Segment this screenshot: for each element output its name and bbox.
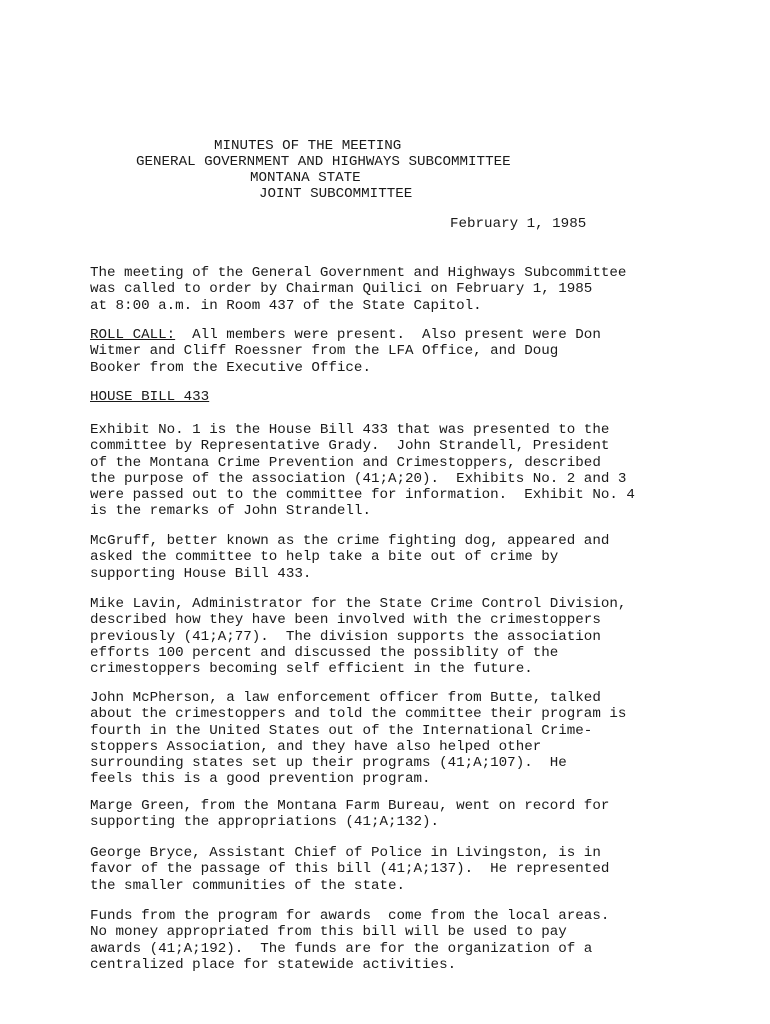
text-line: Funds from the program for awards come from the local areas. [90,908,610,924]
header-state: MONTANA STATE [250,170,361,186]
text-line [90,327,760,343]
text-line: is the remarks of John Strandell. [90,503,371,520]
text-line: favor of the passage of this bill (41;A;137). He represented [90,861,610,878]
text-line: centralized place for statewide activities. [90,956,457,973]
paragraph-funds [90,908,760,973]
text-line: were passed out to the committee for information. Exhibit No. 4 [90,487,635,504]
text-line: the purpose of the association (41;A;20). Exhibits No. 2 and 3 [90,470,627,487]
house-bill-heading: HOUSE BILL 433 [90,389,210,405]
roll-call-label: ROLL CALL: [90,327,176,343]
paragraph-bryce [90,845,760,894]
text-line: was called to order by Chairman Quilici on February 1, 1985 [90,281,593,298]
text-line: committee by Representative Grady. John Strandell, President [90,438,610,455]
header-title: MINUTES OF THE MEETING [214,138,402,154]
text-line: described how they have been involved with the crimestoppers [90,612,601,629]
paragraph-mcgruff [90,533,760,582]
text-line: No money appropriated from this bill will be used to pay [90,924,567,941]
text-line: fourth in the United States out of the International Crime- [90,722,593,739]
paragraph-green [90,798,760,831]
text-line: Exhibit No. 1 is the House Bill 433 that was presented to the [90,422,610,438]
text-line: McGruff, better known as the crime fighting dog, appeared and [90,533,610,549]
text-line: feels this is a good prevention program. [90,771,431,788]
header-committee: GENERAL GOVERNMENT AND HIGHWAYS SUBCOMMITTEE [136,154,511,170]
text-line: previously (41;A;77). The division supports the association [90,628,601,645]
text-line: crimestoppers becoming self efficient in the future. [90,661,533,678]
text-line: about the crimestoppers and told the committee their program is [90,706,627,723]
text-line: Booker from the Executive Office. [90,359,371,376]
meeting-date: February 1, 1985 [450,216,587,232]
header-joint: JOINT SUBCOMMITTEE [259,186,413,202]
text-line: John McPherson, a law enforcement officer from Butte, talked [90,690,601,706]
text-line: surrounding states set up their programs (41;A;107). He [90,755,567,772]
text-line: supporting the appropriations (41;A;132). [90,814,440,831]
paragraph-exhibits [90,422,760,520]
text-line: asked the committee to help take a bite out of crime by [90,549,559,566]
paragraph-lavin [90,596,760,677]
roll-call-text: All members were present. Also present were Don [175,327,601,343]
text-line: The meeting of the General Government and Highways Subcommittee [90,265,627,281]
text-line: efforts 100 percent and discussed the possiblity of the [90,644,559,661]
text-line: stoppers Association, and they have also helped other [90,738,542,755]
text-line: the smaller communities of the state. [90,877,406,894]
text-line: at 8:00 a.m. in Room 437 of the State Capitol. [90,297,482,314]
text-line: Witmer and Cliff Roessner from the LFA Office, and Doug [90,343,559,360]
text-line: awards (41;A;192). The funds are for the organization of a [90,940,593,957]
text-line: supporting House Bill 433. [90,565,312,582]
text-line: George Bryce, Assistant Chief of Police in Livingston, is in [90,845,601,861]
paragraph-opening [90,265,760,314]
text-line: Mike Lavin, Administrator for the State Crime Control Division, [90,596,627,612]
paragraph-roll-call [90,327,760,376]
paragraph-mcpherson [90,690,760,788]
section-heading [90,389,760,405]
text-line: of the Montana Crime Prevention and Crimestoppers, described [90,454,601,471]
text-line: Marge Green, from the Montana Farm Bureau, went on record for [90,798,610,814]
